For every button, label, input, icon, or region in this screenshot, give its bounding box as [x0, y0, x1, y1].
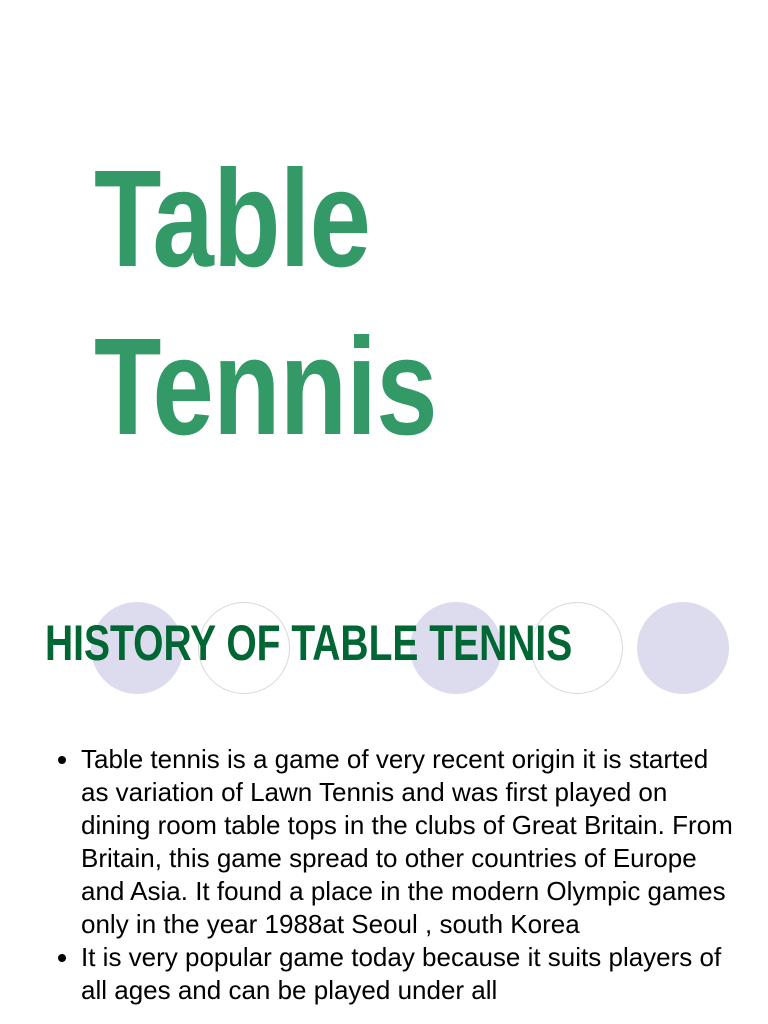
decorative-circle-5 — [637, 602, 729, 694]
title-line-2: Tennis — [94, 310, 437, 464]
bullet-item-2: • It is very popular game today because it suits players of all ages and can be played under all — [81, 941, 741, 1007]
bullet-list — [38, 743, 741, 1007]
title-line-1: Table — [94, 142, 371, 296]
section-heading: HISTORY OF TABLE TENNIS — [45, 615, 573, 671]
bullet-item-1: • Table tennis is a game of very recent origin it is started as variation of Lawn Tennis and was first played on dining room table tops in the clubs of Great Britain. From Britain, this game spread to other countries of Europe and Asia. It found a place in the modern Olympic games only in the year 1988at Seoul , south Korea — [81, 743, 741, 941]
